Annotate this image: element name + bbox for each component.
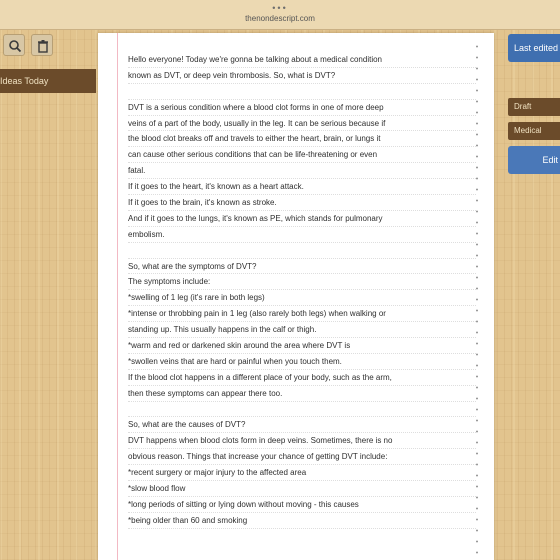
note-line xyxy=(128,402,476,418)
dotted-rule xyxy=(476,41,478,560)
note-line: fatal. xyxy=(128,163,476,179)
note-body[interactable] xyxy=(128,52,476,529)
browser-bar xyxy=(0,0,560,30)
note-line: If it goes to the brain, it's known as stroke. xyxy=(128,195,476,211)
note-line xyxy=(128,243,476,259)
trash-icon xyxy=(36,39,50,53)
search-button[interactable] xyxy=(3,34,25,56)
note-line: And if it goes to the lungs, it's known as PE, which stands for pulmonary xyxy=(128,211,476,227)
note-line: The symptoms include: xyxy=(128,274,476,290)
tag-draft-label: Draft xyxy=(514,102,532,111)
url-label[interactable]: thenondescript.com xyxy=(245,14,315,23)
sidebar-item-active[interactable] xyxy=(0,69,96,93)
note-line: *slow blood flow xyxy=(128,481,476,497)
sidebar-item-label: Ideas Today xyxy=(0,76,49,86)
note-line: the blood clot breaks off and travels to either the heart, brain, or lungs it xyxy=(128,131,476,147)
note-line: *intense or throbbing pain in 1 leg (also rarely both legs) when walking or xyxy=(128,306,476,322)
note-line: *warm and red or darkened skin around the area where DVT is xyxy=(128,338,476,354)
tag-medical-label: Medical xyxy=(514,126,542,135)
tag-draft[interactable] xyxy=(508,98,560,116)
note-line: embolism. xyxy=(128,227,476,243)
note-line: *long periods of sitting or lying down without moving - this causes xyxy=(128,497,476,513)
last-edited-button[interactable] xyxy=(508,34,560,62)
note-line: *swelling of 1 leg (it's rare in both legs) xyxy=(128,290,476,306)
note-line: *swollen veins that are hard or painful when you touch them. xyxy=(128,354,476,370)
edit-button[interactable] xyxy=(508,146,560,174)
note-line xyxy=(128,84,476,100)
note-line: known as DVT, or deep vein thrombosis. So, what is DVT? xyxy=(128,68,476,84)
tag-medical[interactable] xyxy=(508,122,560,140)
note-line: veins of a part of the body, usually in the leg. It can be serious because if xyxy=(128,116,476,132)
tab-dots-icon[interactable]: ••• xyxy=(272,3,288,13)
search-icon xyxy=(8,39,22,53)
note-line: standing up. This usually happens in the calf or thigh. xyxy=(128,322,476,338)
note-line: So, what are the symptoms of DVT? xyxy=(128,259,476,275)
note-line: If it goes to the heart, it's known as a heart attack. xyxy=(128,179,476,195)
trash-button[interactable] xyxy=(31,34,53,56)
note-line: DVT is a serious condition where a blood clot forms in one of more deep xyxy=(128,100,476,116)
last-edited-label: Last edited xyxy=(514,43,559,53)
note-paper[interactable] xyxy=(98,33,494,560)
note-line: obvious reason. Things that increase your chance of getting DVT include: xyxy=(128,449,476,465)
margin-line xyxy=(117,33,118,560)
note-line: can cause other serious conditions that can be life-threatening or even xyxy=(128,147,476,163)
edit-label: Edit xyxy=(542,155,558,165)
note-line: *being older than 60 and smoking xyxy=(128,513,476,529)
note-line: DVT happens when blood clots form in deep veins. Sometimes, there is no xyxy=(128,433,476,449)
note-line: So, what are the causes of DVT? xyxy=(128,417,476,433)
note-line: Hello everyone! Today we're gonna be talking about a medical condition xyxy=(128,52,476,68)
note-line: then these symptoms can appear there too. xyxy=(128,386,476,402)
note-line: If the blood clot happens in a different place of your body, such as the arm, xyxy=(128,370,476,386)
note-line: *recent surgery or major injury to the affected area xyxy=(128,465,476,481)
